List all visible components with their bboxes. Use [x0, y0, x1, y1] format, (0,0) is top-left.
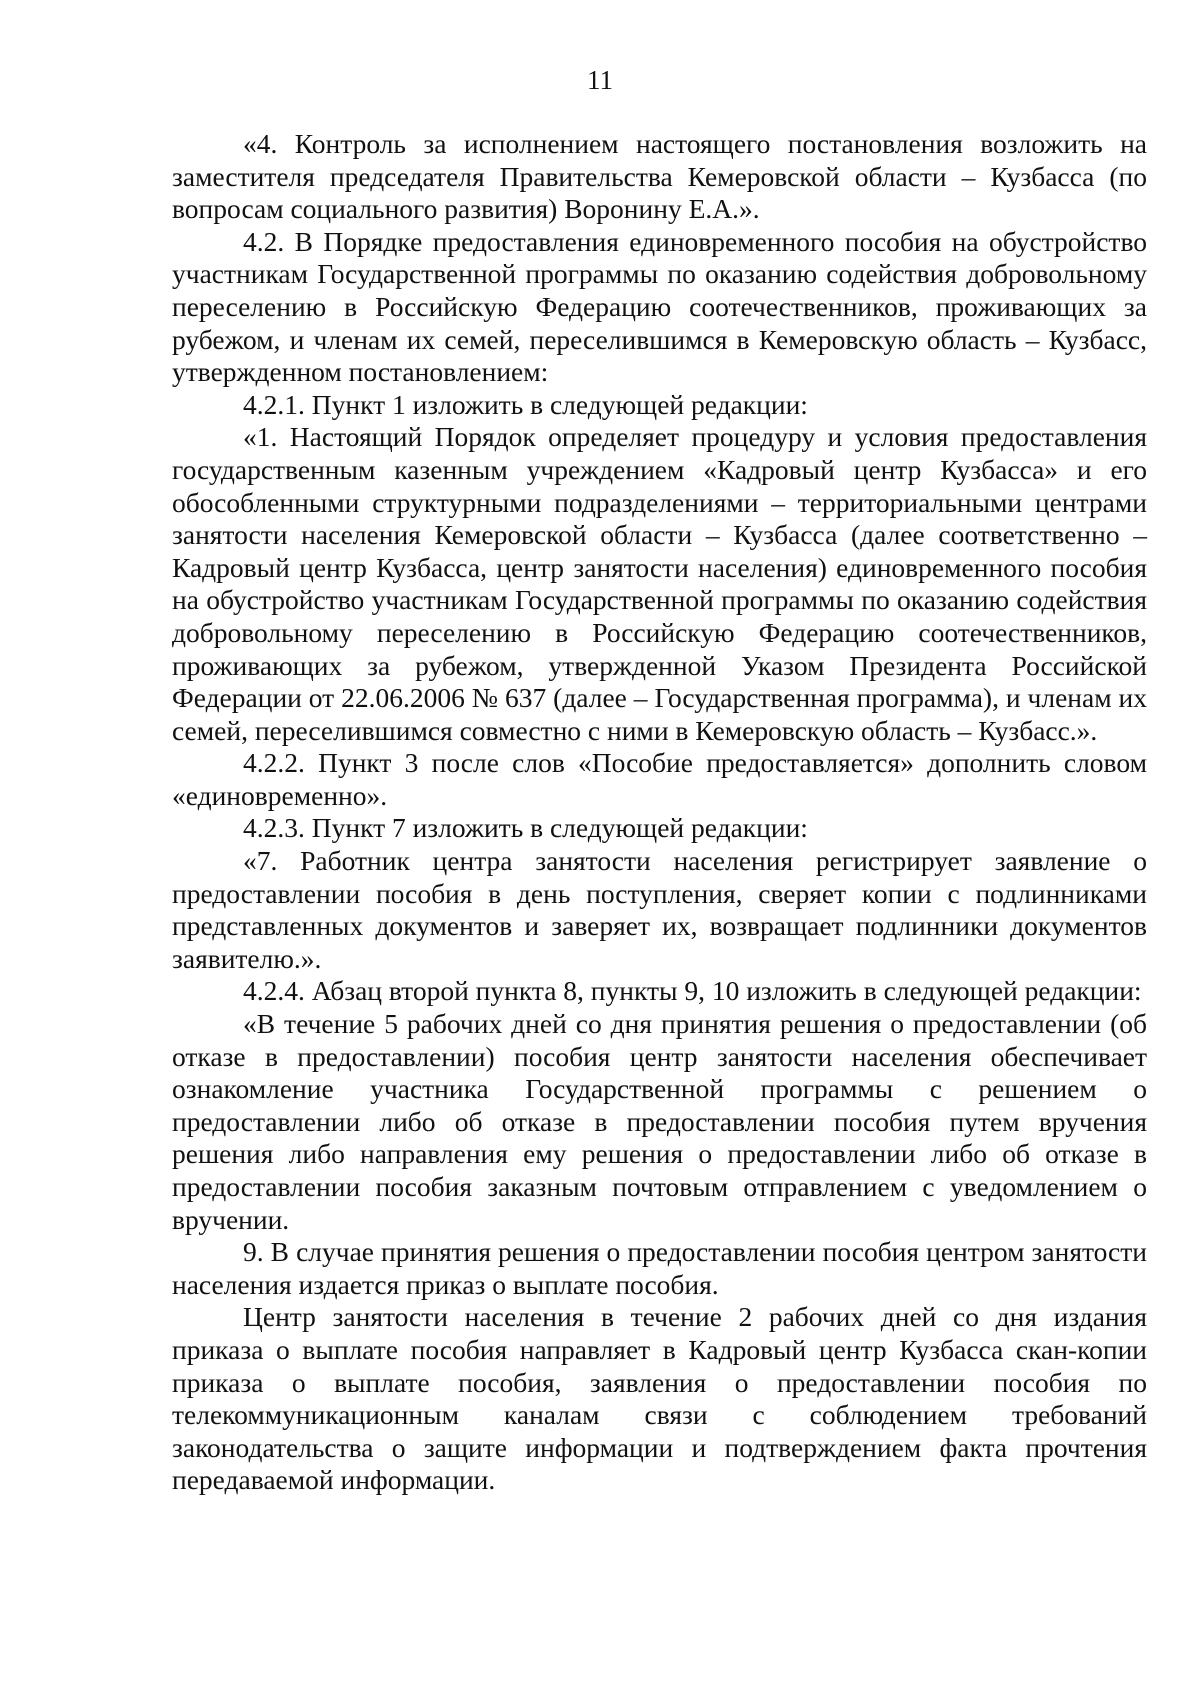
paragraph-4-2-2: 4.2.2. Пункт 3 после слов «Пособие предоставляется» дополнить словом «единовременно». — [172, 747, 1147, 811]
document-body — [172, 128, 1147, 1497]
paragraph-point-9: 9. В случае принятия решения о предоставлении пособия центром занятости населения издается приказ о выплате пособия. — [172, 1236, 1147, 1300]
paragraph-4-2-1: 4.2.1. Пункт 1 изложить в следующей редакции: — [243, 388, 808, 420]
paragraph-point-7: «7. Работник центра занятости населения регистрирует заявление о предоставлении пособия в день поступления, сверяет копии с подлинниками представленных документов и заверяет их, возвращает подлинники документов заявителю.». — [172, 845, 1147, 974]
paragraph-control-clause: «4. Контроль за исполнением настоящего постановления возложить на заместителя председателя Правительства Кемеровской области – Кузбасса (по вопросам социального развития) Воронину Е.А.». — [172, 128, 1147, 225]
paragraph-4-2-3: 4.2.3. Пункт 7 изложить в следующей редакции: — [243, 812, 808, 844]
paragraph-4-2-4: 4.2.4. Абзац второй пункта 8, пункты 9, 10 изложить в следующей редакции: — [243, 975, 1142, 1007]
paragraph-point-8-abzac: «В течение 5 рабочих дней со дня принятия решения о предоставлении (об отказе в предоставлении) пособия центр занятости населения обеспечивает ознакомление участника Государственной программы с решением о предоставлении либо об отказе в предоставлении пособия путем вручения решения либо направления ему решения о предоставлении либо об отказе в предоставлении пособия заказным почтовым отправлением с уведомлением о вручении. — [172, 1008, 1147, 1235]
paragraph-point-9-continuation: Центр занятости населения в течение 2 рабочих дней со дня издания приказа о выплате пособия направляет в Кадровый центр Кузбасса скан-копии приказа о выплате пособия, заявления о предоставлении пособия по телекоммуникационным каналам связи с соблюдением требований законодательства о защите информации и подтверждением факта прочтения передаваемой информации. — [172, 1301, 1147, 1496]
paragraph-point-1: «1. Настоящий Порядок определяет процедуру и условия предоставления государственным казенным учреждением «Кадровый центр Кузбасса» и его обособленными структурными подразделениями – территориальными центрами занятости населения Кемеровской области – Кузбасса (далее соответственно – Кадровый центр Кузбасса, центр занятости населения) единовременного пособия на обустройство участникам Государственной программы по оказанию содействия добровольному переселению в Российскую Федерацию соотечественников, проживающих за рубежом, утвержденной Указом Президента Российской Федерации от 22.06.2006 № 637 (далее – Государственная программа), и членам их семей, переселившимся совместно с ними в Кемеровскую область – Кузбасс.». — [172, 421, 1147, 746]
paragraph-4-2: 4.2. В Порядке предоставления единовременного пособия на обустройство участникам Государственной программы по оказанию содействия добровольному переселению в Российскую Федерацию соотечественников, проживающих за рубежом, и членам их семей, переселившимся в Кемеровскую область – Кузбасс, утвержденном постановлением: — [172, 225, 1147, 388]
page-number: 11 — [587, 65, 613, 95]
